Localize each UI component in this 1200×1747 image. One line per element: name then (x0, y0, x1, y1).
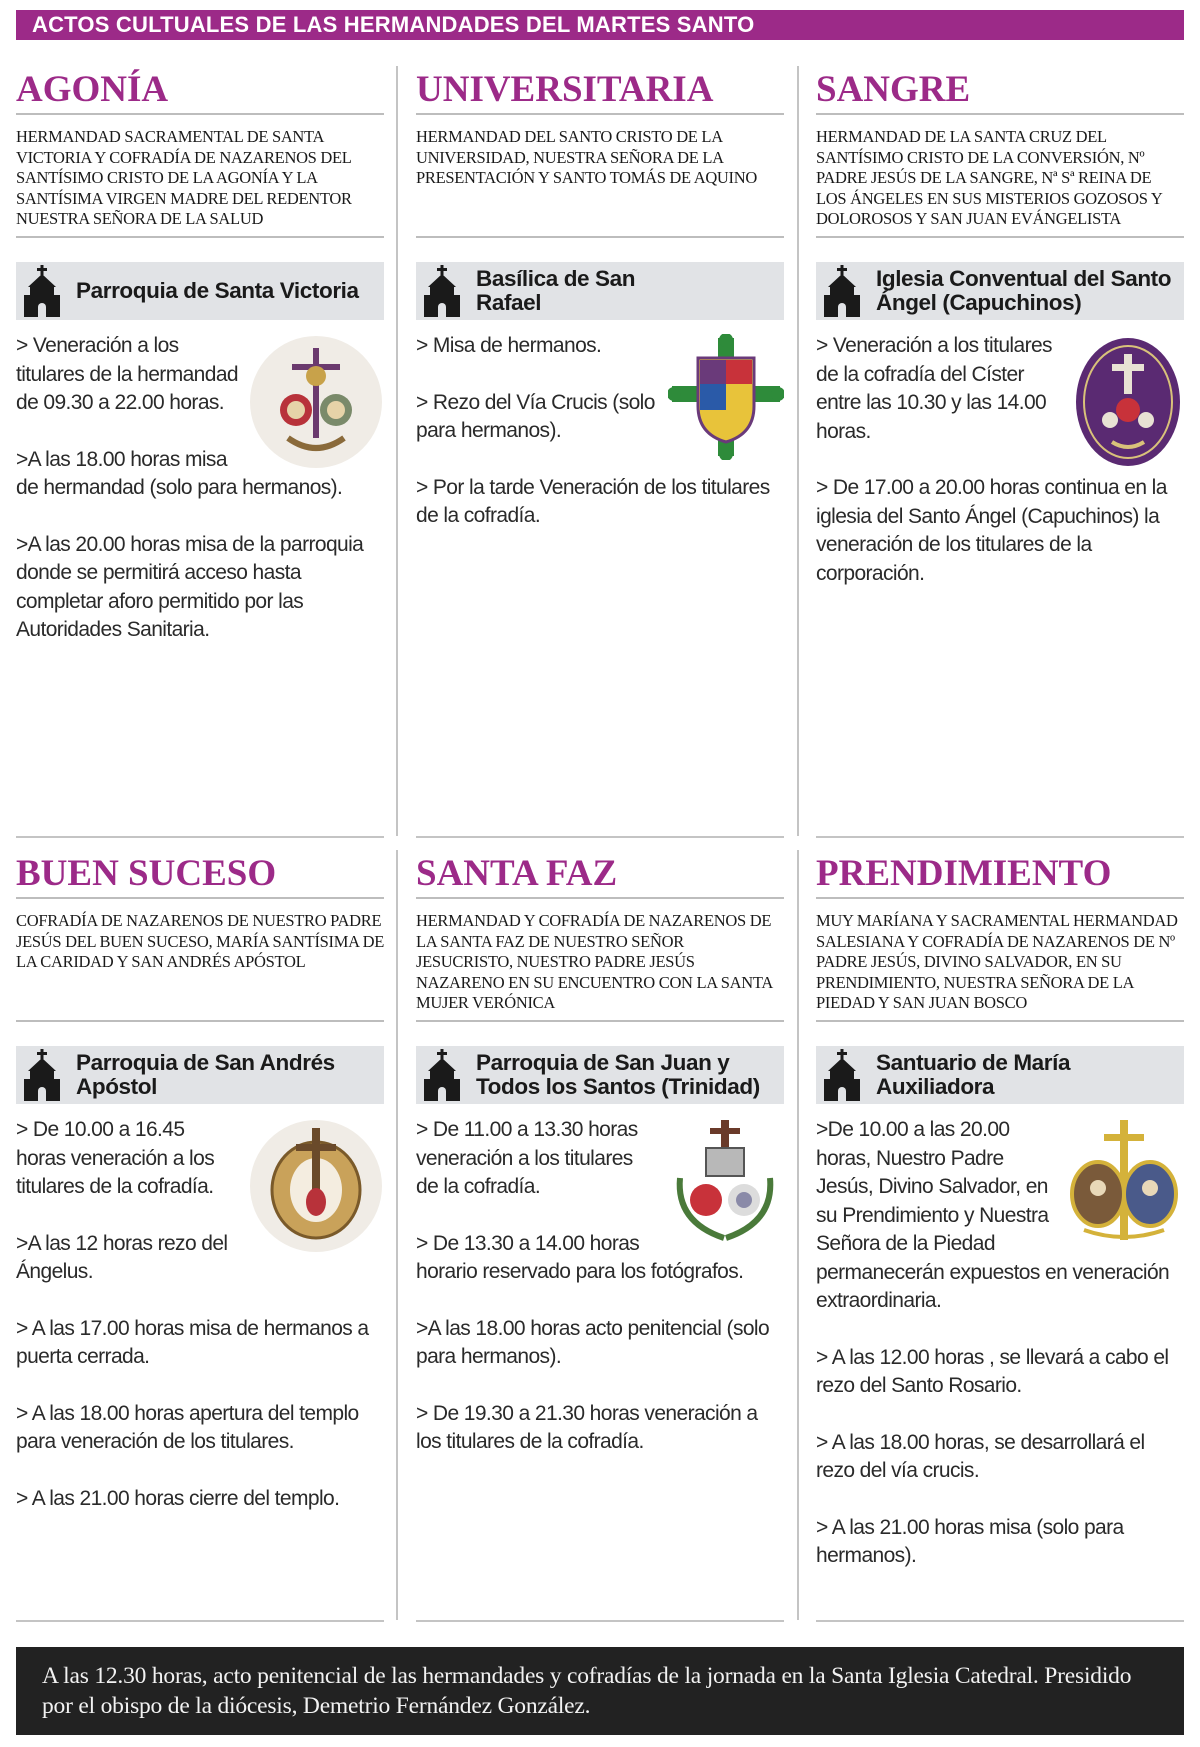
card-subtitle: HERMANDAD Y COFRADÍA DE NAZARENOS DE LA SANTA FAZ DE NUESTRO SEÑOR JESUCRISTO, NUESTRO PADRE JESÚS NAZARENO EN SU ENCUENTRO CON LA SANTA MUJER VERÓNICA (416, 911, 773, 1012)
card-title: UNIVERSITARIA (416, 69, 714, 110)
card-subtitle: MUY MARÍANA Y SACRAMENTAL HERMANDAD SALESIANA Y COFRADÍA DE NAZARENOS DE Nº PADRE JESÚS, DIVINO SALVADOR, EN SU PRENDIMIENTO, NUESTRA SEÑORA DE LA PIEDAD Y SAN JUAN BOSCO (816, 911, 1178, 1012)
card-universitaria (416, 65, 784, 559)
buen-suceso-emblem-icon (248, 1118, 384, 1254)
santa-faz-emblem-icon (666, 1118, 784, 1244)
event-item: > A las 17.00 horas misa de hermanos a puerta cerrada. (16, 1316, 369, 1368)
event-item: > Misa de hermanos. (416, 334, 602, 357)
venue-name: Santuario de María Auxiliadora (876, 1050, 1071, 1099)
venue-box (16, 262, 384, 320)
church-icon (22, 1049, 62, 1101)
event-item: > De 17.00 a 20.00 horas continua en la iglesia del Santo Ángel (Capuchinos) la veneración de los titulares de la corporación. (816, 476, 1167, 585)
venue-name: Parroquia de San Andrés Apóstol (76, 1050, 335, 1099)
card-title: PRENDIMIENTO (816, 853, 1112, 894)
event-item: > Por la tarde Veneración de los titulares de la cofradía. (416, 475, 770, 527)
card-body (16, 332, 384, 645)
venue-box (16, 1046, 384, 1104)
event-item: > De 19.30 a 21.30 horas veneración a los titulares de la cofradía. (416, 1401, 758, 1453)
column-divider (797, 850, 799, 1620)
event-item: > De 13.30 a 14.00 horas horario reservado para los fotógrafos. (416, 1231, 744, 1283)
event-item: >A las 18.00 horas misa de hermandad (solo para hermanos). (16, 447, 343, 499)
subtitle-rule (416, 236, 784, 238)
sangre-emblem-icon (1072, 334, 1184, 470)
column-divider (396, 66, 398, 836)
event-item: > Veneración a los titulares de la cofradía del Císter entre las 10.30 y las 14.00 horas. (816, 334, 1052, 443)
event-item: > A las 18.00 horas, se desarrollará el rezo del vía crucis. (816, 1430, 1145, 1482)
venue-box (416, 262, 784, 320)
church-icon (822, 265, 862, 317)
subtitle-rule (16, 1020, 384, 1022)
venue-name: Parroquia de Santa Victoria (76, 278, 359, 303)
card-body (416, 1116, 784, 1457)
page-banner: ACTOS CULTUALES DE LAS HERMANDADES DEL MARTES SANTO (16, 10, 1184, 40)
agonia-emblem-icon (248, 334, 384, 470)
row-divider (416, 1620, 784, 1622)
card-title: BUEN SUCESO (16, 853, 277, 894)
card-body (816, 1116, 1184, 1571)
venue-name: Parroquia de San Juan y Todos los Santos (Trinidad) (476, 1050, 760, 1099)
event-item: > A las 12.00 horas , se llevará a cabo el rezo del Santo Rosario. (816, 1345, 1169, 1397)
card-sangre (816, 65, 1184, 616)
event-item: >A las 20.00 horas misa de la parroquia donde se permitirá acceso hasta completar aforo permitido por las Autoridades Sanitaria. (16, 532, 364, 641)
event-item: > A las 21.00 horas misa (solo para hermanos). (816, 1515, 1124, 1567)
subtitle-rule (816, 1020, 1184, 1022)
venue-name: Iglesia Conventual del Santo Ángel (Capuchinos) (876, 266, 1172, 315)
card-prendimiento (816, 849, 1184, 1599)
event-item: > A las 21.00 horas cierre del templo. (16, 1486, 340, 1510)
event-item: > A las 18.00 horas apertura del templo para veneración de los titulares. (16, 1401, 359, 1453)
event-item: >A las 12 horas rezo del Ángelus. (16, 1231, 228, 1283)
card-body (16, 1116, 384, 1513)
prendimiento-emblem-icon (1064, 1118, 1184, 1244)
row-divider (816, 836, 1184, 838)
event-item: >A las 18.00 horas acto penitencial (solo para hermanos). (416, 1316, 770, 1368)
card-body (816, 332, 1184, 588)
card-subtitle: HERMANDAD DE LA SANTA CRUZ DEL SANTÍSIMO CRISTO DE LA CONVERSIÓN, Nº PADRE JESÚS DE LA SANGRE, Nª Sª REINA DE LOS ÁNGELES EN SUS MISTERIOS GOZOSOS Y DOLOROSOS Y SAN JUAN EVÁNGELISTA (816, 127, 1162, 228)
church-icon (22, 265, 62, 317)
row-divider (16, 836, 384, 838)
subtitle-rule (416, 1020, 784, 1022)
row-divider (416, 836, 784, 838)
event-item: > Veneración a los titulares de la hermandad de 09.30 a 22.00 horas. (16, 334, 238, 414)
footer-note: A las 12.30 horas, acto penitencial de las hermandades y cofradías de la jornada en la Santa Iglesia Catedral. Presidido por el obispo de la diócesis, Demetrio Fernández González. (16, 1647, 1184, 1735)
church-icon (822, 1049, 862, 1101)
church-icon (422, 1049, 462, 1101)
venue-box (816, 1046, 1184, 1104)
card-title: SANGRE (816, 69, 971, 110)
card-santa-faz (416, 849, 784, 1485)
card-subtitle: HERMANDAD SACRAMENTAL DE SANTA VICTORIA Y COFRADÍA DE NAZARENOS DEL SANTÍSIMO CRISTO DE LA AGONÍA Y LA SANTÍSIMA VIRGEN MADRE DEL REDENTOR NUESTRA SEÑORA DE LA SALUD (16, 127, 352, 228)
card-title: AGONÍA (16, 69, 169, 110)
subtitle-rule (16, 236, 384, 238)
card-body (416, 332, 784, 531)
card-buen-suceso (16, 849, 384, 1541)
column-divider (396, 850, 398, 1620)
venue-name: Basílica de San Rafael (476, 266, 636, 315)
venue-box (816, 262, 1184, 320)
row-divider (16, 1620, 384, 1622)
church-icon (422, 265, 462, 317)
card-subtitle: COFRADÍA DE NAZARENOS DE NUESTRO PADRE JESÚS DEL BUEN SUCESO, MARÍA SANTÍSIMA DE LA CARIDAD Y SAN ANDRÉS APÓSTOL (16, 911, 385, 971)
subtitle-rule (816, 236, 1184, 238)
card-subtitle: HERMANDAD DEL SANTO CRISTO DE LA UNIVERSIDAD, NUESTRA SEÑORA DE LA PRESENTACIÓN Y SANTO TOMÁS DE AQUINO (416, 127, 757, 187)
card-agonia (16, 65, 384, 673)
event-item: > De 10.00 a 16.45 horas veneración a los titulares de la cofradía. (16, 1118, 215, 1198)
universitaria-emblem-icon (668, 334, 784, 460)
column-divider (797, 66, 799, 836)
row-divider (816, 1620, 1184, 1622)
venue-box (416, 1046, 784, 1104)
event-item: >De 10.00 a las 20.00 horas, Nuestro Padre Jesús, Divino Salvador, en su Prendimiento y Nuestra Señora de la Piedad permanecerán expuestos en veneración extraordinaria. (816, 1118, 1170, 1312)
card-title: SANTA FAZ (416, 853, 618, 894)
event-item: > Rezo del Vía Crucis (solo para hermanos). (416, 390, 655, 442)
event-item: > De 11.00 a 13.30 horas veneración a los titulares de la cofradía. (416, 1118, 638, 1198)
